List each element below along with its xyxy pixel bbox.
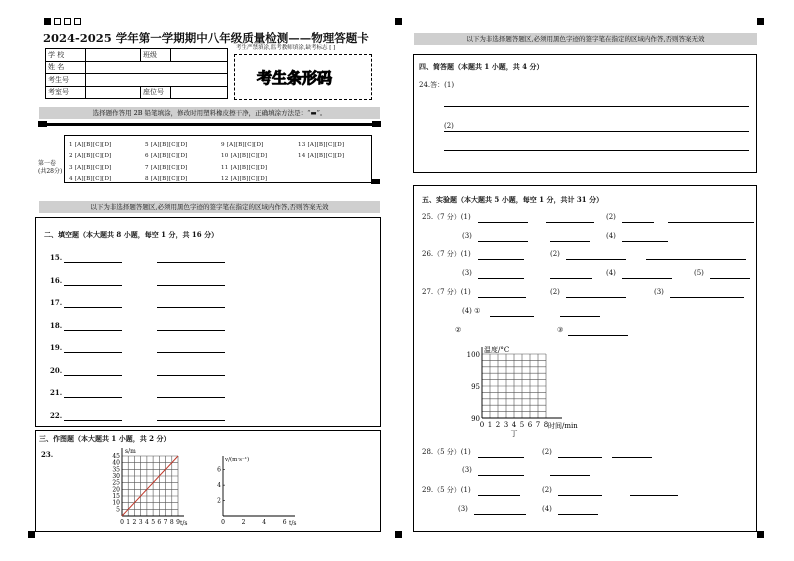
temp-xtick: 0 (479, 421, 485, 429)
graph1-ytick: 40 (112, 459, 120, 467)
position-mark (28, 531, 35, 538)
short-heading: 四、简答题（本题共 1 小题，共 4 分） (419, 62, 544, 71)
graph1-ytick: 25 (112, 479, 120, 487)
graph2-xlabel: t/s (289, 520, 297, 527)
temp-xtick: 1 (487, 421, 493, 429)
student-info-table (45, 48, 228, 99)
graph2-xtick: 0 (221, 519, 225, 526)
graph2-axes (217, 456, 296, 527)
q27-part-label: ② (455, 326, 462, 334)
temp-ytick: 100 (466, 351, 480, 359)
mc-q7[interactable]: 7 [A][B][C][D] (145, 165, 188, 171)
answer-blank[interactable] (558, 457, 602, 458)
answer-blank[interactable] (478, 278, 524, 279)
graph1-ytick: 10 (112, 499, 120, 507)
q26-label: 26.（7 分）(1) (422, 250, 471, 258)
answer-blank[interactable] (157, 262, 225, 263)
mc-q6[interactable]: 6 [A][B][C][D] (145, 153, 188, 159)
position-mark (395, 18, 402, 25)
answer-blank[interactable] (64, 375, 122, 376)
barcode-note: 考生严禁填涂,监考教师填涂,缺考标志 [ ] (236, 45, 336, 51)
temp-ytick: 90 (471, 415, 480, 423)
label-class: 班级 (141, 49, 171, 62)
fill-question-number: 20. (50, 365, 63, 375)
temp-sub-label: 丁 (510, 430, 518, 438)
answer-blank[interactable] (64, 397, 122, 398)
answer-blank[interactable] (670, 297, 744, 298)
temp-graph-grid (467, 345, 579, 438)
q26-part-label: (5) (694, 269, 704, 277)
label-seat: 座位号 (141, 86, 171, 99)
graph1-xtick: 0 (120, 519, 124, 526)
position-mark (74, 18, 81, 25)
answer-blank[interactable] (157, 420, 225, 421)
graph2-xtick: 2 (241, 519, 246, 526)
graph1-grid (112, 448, 187, 527)
graph1-xtick: 8 (169, 519, 174, 526)
q29-part-label: (3) (458, 505, 468, 513)
school-field[interactable] (86, 49, 141, 62)
graph2-ytick: 4 (217, 482, 221, 490)
mc-q9[interactable]: 9 [A][B][C][D] (221, 142, 264, 148)
temp-graph-area (448, 343, 598, 440)
graph2-xtick: 6 (282, 519, 287, 526)
mc-q14[interactable]: 14 [A][B][C][D] (298, 153, 345, 159)
q27-label: 27.（7 分）(1) (422, 288, 471, 296)
exp-heading: 五、实验题（本大题共 5 小题，每空 1 分，共计 31 分） (422, 195, 604, 204)
mc-q12[interactable]: 12 [A][B][C][D] (221, 176, 268, 182)
label-name: 姓 名 (46, 61, 86, 74)
answer-blank[interactable] (622, 278, 672, 279)
graph1-xtick: 7 (163, 519, 168, 526)
mc-q3[interactable]: 3 [A][B][C][D] (69, 165, 112, 171)
answer-blank[interactable] (550, 475, 590, 476)
graph1-xtick: 5 (151, 519, 156, 526)
temp-xtick: 4 (511, 421, 517, 429)
answer-blank[interactable] (568, 335, 628, 336)
room-field[interactable] (86, 86, 141, 99)
seat-field[interactable] (171, 86, 228, 99)
answer-blank[interactable] (474, 514, 526, 515)
fill-question-number: 21. (50, 388, 63, 397)
mc-area (38, 130, 381, 185)
fill-question-number: 17. (50, 298, 63, 307)
q25-part-label: (4) (606, 232, 616, 240)
fill-question-number: 16. (50, 275, 63, 285)
q24-line[interactable] (444, 106, 749, 107)
answer-blank[interactable] (64, 352, 122, 353)
temp-xtick: 7 (535, 421, 541, 429)
answer-blank[interactable] (558, 514, 598, 515)
answer-blank[interactable] (478, 457, 524, 458)
answer-blank[interactable] (478, 241, 528, 242)
position-mark (38, 121, 47, 127)
mc-q11[interactable]: 11 [A][B][C][D] (221, 165, 268, 171)
page-title: 2024-2025 学年第一学期期中八年级质量检测——物理答题卡 (43, 31, 369, 45)
answer-blank[interactable] (550, 278, 592, 279)
graph1-area (100, 444, 200, 528)
graph1-ytick: 30 (112, 473, 120, 480)
answer-blank[interactable] (668, 222, 754, 223)
graph1-xtick: 9 (176, 519, 180, 526)
answer-blank[interactable] (630, 495, 678, 496)
graph1-xlabel: t/s (180, 520, 188, 527)
temp-xtick: 2 (495, 421, 501, 429)
mc-q4[interactable]: 4 [A][B][C][D] (69, 176, 112, 182)
graph1-ytick: 5 (116, 506, 120, 514)
mc-section-sub: (共28分) (38, 168, 63, 175)
fill-section (35, 217, 381, 427)
position-mark (371, 179, 380, 184)
answer-blank[interactable] (64, 285, 122, 286)
mc-q8[interactable]: 8 [A][B][C][D] (145, 176, 188, 182)
answer-blank[interactable] (566, 259, 626, 260)
q29-part-label: (4) (542, 505, 552, 513)
fill-question-number: 18. (50, 320, 63, 330)
answer-blank[interactable] (710, 278, 750, 279)
fill-question-number: 15. (50, 253, 63, 262)
mc-q10[interactable]: 10 [A][B][C][D] (221, 153, 268, 159)
graph1-xtick: 6 (157, 519, 162, 526)
label-school: 学 校 (46, 49, 86, 62)
q24-line[interactable] (444, 131, 749, 132)
position-mark (757, 531, 764, 538)
graph2-ytick: 6 (217, 466, 221, 474)
graph1-xtick: 2 (132, 519, 137, 526)
answer-blank[interactable] (622, 241, 668, 242)
temp-xtick: 8 (543, 421, 549, 429)
answer-blank[interactable] (64, 420, 122, 421)
mc-section-label: 第一卷 (38, 160, 57, 167)
mc-instruction: 选择题作答用 2B 铅笔填涂，修改时用塑料橡皮擦干净，正确填涂方法是：“▬”。 (39, 107, 380, 119)
answer-blank[interactable] (478, 259, 524, 260)
short-section (413, 54, 757, 173)
class-field[interactable] (171, 49, 228, 62)
answer-blank[interactable] (612, 457, 652, 458)
answer-blank[interactable] (64, 307, 122, 308)
graph2-area (205, 452, 305, 528)
draw-heading: 三、作图题（本大题共 1 小题，共 2 分） (39, 434, 171, 443)
mc-q1[interactable]: 1 [A][B][C][D] (69, 142, 112, 148)
mc-top-rule (38, 123, 381, 126)
temp-ylabel: 温度/°C (484, 346, 510, 354)
answer-blank[interactable] (64, 262, 122, 263)
q26-part-label: (3) (462, 269, 472, 277)
notice-left: 以下为非选择题答题区,必须用黑色字迹的签字笔在指定的区域内作答,否则答案无效 (39, 201, 380, 213)
graph1-xtick: 1 (126, 519, 131, 526)
graph2-xtick: 4 (262, 519, 267, 526)
barcode-area (234, 54, 372, 100)
answer-blank[interactable] (157, 397, 225, 398)
answer-blank[interactable] (646, 259, 746, 260)
q26-part-label: (4) (606, 269, 616, 277)
answer-blank[interactable] (157, 352, 225, 353)
mc-q5[interactable]: 5 [A][B][C][D] (145, 142, 188, 148)
fill-question-number: 22. (50, 410, 63, 420)
answer-blank[interactable] (478, 475, 524, 476)
answer-blank[interactable] (490, 316, 534, 317)
mc-q13[interactable]: 13 [A][B][C][D] (298, 142, 345, 148)
graph1-ylabel: s/m (125, 448, 136, 455)
barcode-label: 考生条形码 (257, 69, 333, 87)
q29-part-label: (2) (542, 486, 552, 494)
label-exam-no: 考生号 (46, 74, 86, 87)
q27-part-label: (2) (550, 288, 560, 296)
temp-ytick: 95 (471, 383, 480, 391)
notice-right: 以下为非选择题答题区,必须用黑色字迹的签字笔在指定的区域内作答,否则答案无效 (414, 33, 757, 45)
q28-part-label: (2) (542, 448, 552, 456)
temp-xlabel: 时间/min (548, 422, 578, 430)
name-field[interactable] (86, 61, 228, 74)
q24-line[interactable] (444, 150, 749, 151)
answer-blank[interactable] (566, 297, 626, 298)
answer-blank[interactable] (546, 222, 594, 223)
position-mark (54, 18, 61, 25)
fill-question-number: 19. (50, 343, 63, 352)
q25-label: 25.（7 分）(1) (422, 213, 471, 221)
position-mark (395, 531, 402, 538)
answer-blank[interactable] (558, 495, 602, 496)
answer-blank[interactable] (550, 241, 590, 242)
answer-blank[interactable] (478, 495, 520, 496)
q29-label: 29.（5 分）(1) (422, 486, 471, 494)
answer-blank[interactable] (478, 297, 526, 298)
q24-label: 24.答：(1) (419, 81, 455, 89)
q28-part-label: (3) (462, 466, 472, 474)
position-mark (44, 18, 51, 25)
graph2-ylabel: v/(m·s⁻¹) (225, 457, 250, 463)
graph2-ytick: 2 (217, 497, 221, 505)
temp-xtick: 3 (503, 421, 509, 429)
q24-part2-label: (2) (444, 122, 454, 130)
answer-blank[interactable] (157, 330, 225, 331)
q28-label: 28.（5 分）(1) (422, 448, 471, 456)
answer-blank[interactable] (478, 222, 528, 223)
position-mark (757, 18, 764, 25)
exam-no-field[interactable] (86, 74, 228, 87)
graph1-xtick: 3 (138, 519, 143, 526)
graph1-ytick: 35 (112, 466, 120, 474)
q27-part-label: (4) ① (462, 307, 481, 315)
q25-part-label: (2) (606, 213, 616, 221)
answer-blank[interactable] (157, 375, 225, 376)
answer-blank[interactable] (157, 285, 225, 286)
label-room: 考室号 (46, 86, 86, 99)
graph1-ytick: 15 (112, 493, 120, 500)
graph1-ytick: 20 (112, 486, 120, 494)
q27-part-label: (3) (654, 288, 664, 296)
q26-part-label: (2) (550, 250, 560, 258)
answer-blank[interactable] (622, 222, 654, 223)
q25-part-label: (3) (462, 232, 472, 240)
temp-xtick: 5 (519, 421, 525, 429)
temp-xtick: 6 (527, 421, 533, 429)
graph1-xtick: 4 (144, 519, 149, 526)
graph1-data-line (122, 456, 178, 516)
answer-blank[interactable] (64, 330, 122, 331)
q23-number: 23. (41, 450, 54, 459)
q27-part-label: ③ (557, 326, 564, 334)
fill-heading: 二、填空题（本大题共 8 小题，每空 1 分，共 16 分） (44, 230, 219, 239)
answer-blank[interactable] (157, 307, 225, 308)
position-mark (64, 18, 71, 25)
mc-q2[interactable]: 2 [A][B][C][D] (69, 153, 112, 159)
graph1-ytick: 45 (112, 453, 120, 460)
position-mark (372, 121, 381, 127)
mc-bubble-grid (64, 135, 372, 183)
answer-blank[interactable] (560, 316, 600, 317)
